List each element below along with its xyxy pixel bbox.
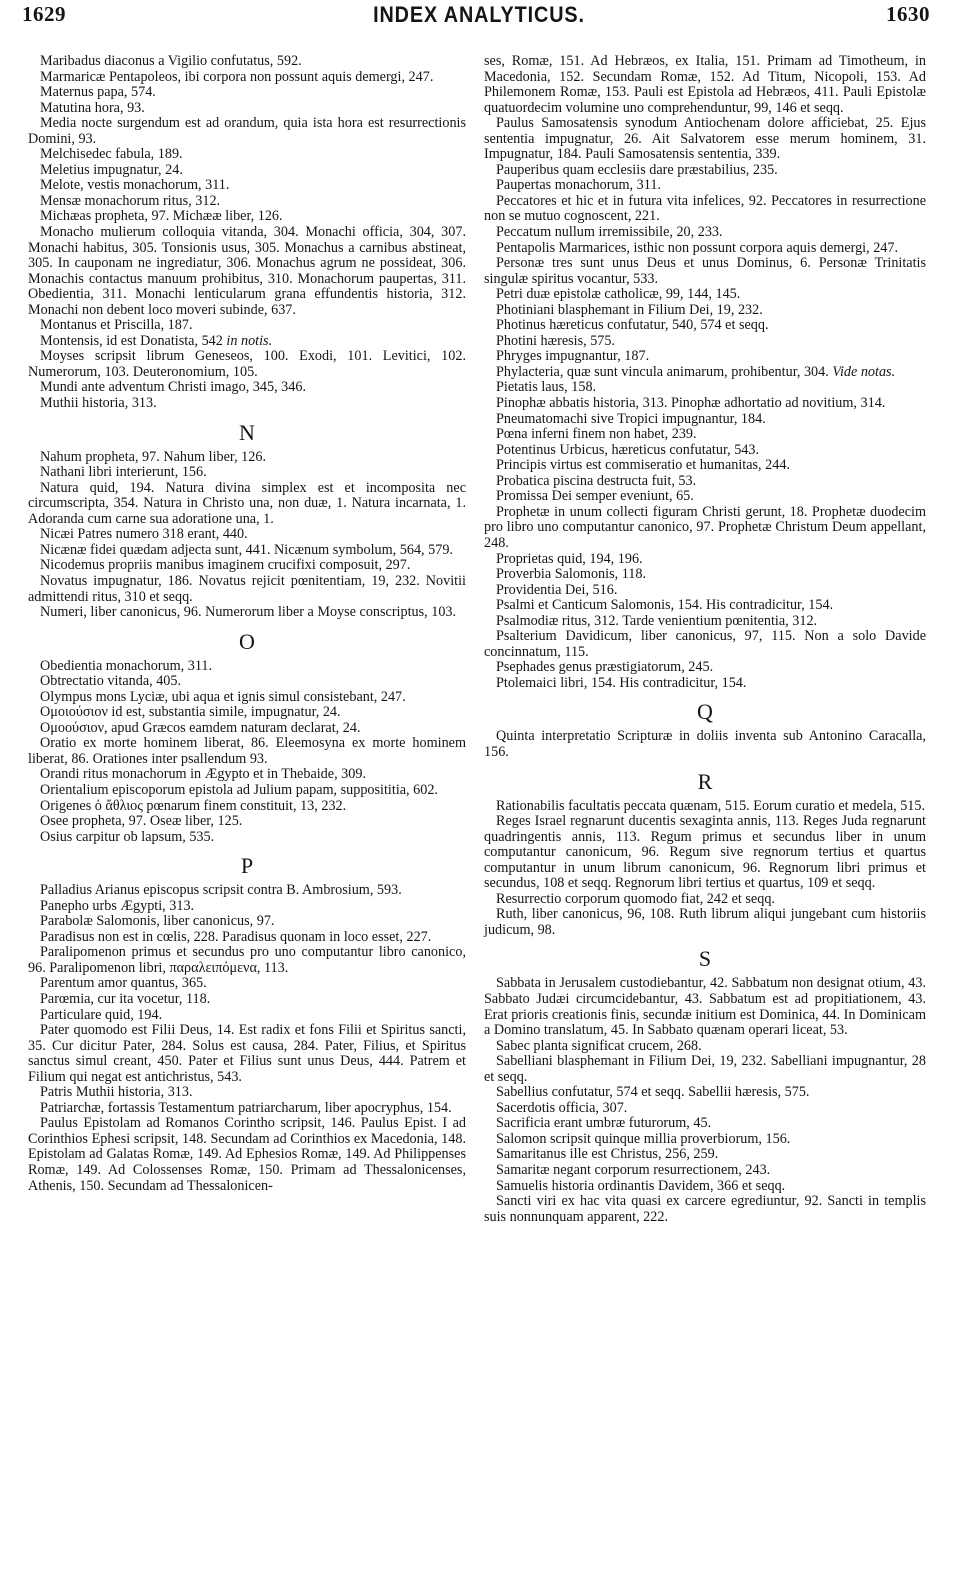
index-entry bbox=[28, 1023, 466, 1085]
entry-text: Montanus et Priscilla, 187. bbox=[40, 317, 193, 334]
entry-text: Peccatores et hic et in futura vita infelices, 92. Peccatores in resurrectione non se mutuo cognoscent, 221. bbox=[484, 192, 926, 225]
entry-text: Melote, vestis monachorum, 311. bbox=[40, 177, 230, 194]
index-entry bbox=[28, 1008, 466, 1024]
index-entry bbox=[28, 721, 466, 737]
index-entry bbox=[484, 458, 926, 474]
entry-text: Osius carpitur ob lapsum, 535. bbox=[40, 828, 215, 845]
entry-text: Nicodemus propriis manibus imaginem crucifixi composuit, 297. bbox=[40, 557, 411, 574]
entry-text: Olympus mons Lyciæ, ubi aqua et ignis simul consistebant, 247. bbox=[40, 688, 406, 705]
section-letter: N bbox=[239, 419, 255, 445]
entry-text: Sabbata in Jerusalem custodiebantur, 42. Sabbatum non designat otium, 43. Sabbato Judæi circumcidebantur, 43. Sabbatum est ad propitiationem, 43. Erat prioris creationis finis, secundæ initium est Dominica, 44. In Dominicam a Domino translatum, 45. In Sabbato quænam operari liceat, 53. bbox=[484, 975, 926, 1039]
index-entry bbox=[484, 396, 926, 412]
index-entry bbox=[28, 1085, 466, 1101]
index-entry bbox=[484, 489, 926, 505]
entry-text: ses, Romæ, 151. Ad Hebræos, ex Italia, 151. Primam ad Timotheum, in Macedonia, 152. Secundam Romæ, 152. Ad Titum, Nicopoli, 153. Ad Philemonem Romæ, 153. Pauli est Epistola ad Hebræos, 411. Pauli Epistolæ quatuordecim volumine uno comprehenduntur, 99, 146 et seqq. bbox=[484, 53, 926, 116]
index-entry bbox=[484, 303, 926, 319]
entry-text: Maternus papa, 574. bbox=[40, 84, 156, 101]
index-entry bbox=[28, 101, 466, 117]
index-entry bbox=[484, 443, 926, 459]
entry-text: Psalmi et Canticum Salomonis, 154. His contradicitur, 154. bbox=[496, 597, 834, 614]
index-entry bbox=[28, 783, 466, 799]
index-entry bbox=[28, 1101, 466, 1117]
entry-text: Obtrectatio vitanda, 405. bbox=[40, 673, 182, 690]
index-entry bbox=[484, 225, 926, 241]
entry-text: Michæas propheta, 97. Michææ liber, 126. bbox=[40, 208, 283, 225]
entry-text: Paupertas monachorum, 311. bbox=[496, 177, 661, 194]
index-entry bbox=[484, 365, 926, 381]
index-entry bbox=[28, 930, 466, 946]
entry-text: Parentum amor quantus, 365. bbox=[40, 975, 207, 992]
entry-text: Origenes ὁ ἄθλιος pœnarum finem constituit, 13, 232. bbox=[40, 797, 347, 814]
entry-text: Oratio ex morte hominem liberat, 86. Eleemosyna ex morte hominem liberat, 86. Orationes inter psallendum 93. bbox=[28, 735, 466, 767]
entry-text: Pœna inferni finem non habet, 239. bbox=[496, 426, 697, 443]
index-entry bbox=[484, 474, 926, 490]
right-column bbox=[484, 54, 926, 1225]
page-title: INDEX ANALYTICUS. bbox=[373, 2, 585, 27]
entry-text: Paralipomenon primus et secundus pro uno computantur libro canonico, 96. Paralipomenon libri, παραλειπόμενα, 113. bbox=[28, 944, 466, 976]
index-entry bbox=[484, 799, 926, 815]
entry-text: Ομοούσιον, apud Græcos eamdem naturam declarat, 24. bbox=[40, 719, 361, 736]
index-entry bbox=[484, 318, 926, 334]
index-entry bbox=[28, 178, 466, 194]
entry-text: Petri duæ epistolæ catholicæ, 99, 144, 145. bbox=[496, 286, 741, 303]
entry-text: Probatica piscina destructa fuit, 53. bbox=[496, 472, 697, 489]
index-entry bbox=[484, 116, 926, 163]
entry-text: Photini hæresis, 575. bbox=[496, 332, 616, 349]
entry-text: Mundi ante adventum Christi imago, 345, 346. bbox=[40, 379, 306, 396]
entry-text: Providentia Dei, 516. bbox=[496, 581, 618, 598]
entry-text: Sabellius confutatur, 574 et seqq. Sabellii hæresis, 575. bbox=[496, 1084, 810, 1101]
index-entry bbox=[28, 465, 466, 481]
entry-text: Mensæ monachorum ritus, 312. bbox=[40, 192, 221, 209]
entry-text: Meletius impugnatur, 24. bbox=[40, 161, 183, 178]
right-page-number: 1630 bbox=[886, 2, 930, 26]
entry-text: Ptolemaici libri, 154. His contradicitur, 154. bbox=[496, 674, 747, 691]
index-entry bbox=[484, 976, 926, 1038]
entry-text: Rationabilis facultatis peccata quænam, 515. Eorum curatio et medela, 515. bbox=[496, 797, 926, 814]
index-entry bbox=[28, 814, 466, 830]
entry-text: Montensis, id est Donatista, 542 bbox=[40, 332, 227, 349]
index-entry bbox=[484, 598, 926, 614]
entry-text: Potentinus Urbicus, hæreticus confutatur, 543. bbox=[496, 441, 760, 458]
index-entry bbox=[28, 767, 466, 783]
index-entry bbox=[484, 892, 926, 908]
index-entry bbox=[484, 614, 926, 630]
index-entry bbox=[28, 527, 466, 543]
index-entry bbox=[484, 676, 926, 692]
entry-text: Samuelis historia ordinantis Davidem, 366 et seqq. bbox=[496, 1177, 786, 1194]
entry-text: Patriarchæ, fortassis Testamentum patriarcharum, liber apocryphus, 154. bbox=[40, 1099, 452, 1116]
entry-text: Nicænæ fidei quædam adjecta sunt, 441. Nicænum symbolum, 564, 579. bbox=[40, 541, 453, 558]
index-entry bbox=[28, 690, 466, 706]
entry-text: Proprietas quid, 194, 196. bbox=[496, 550, 643, 567]
index-entry bbox=[484, 1194, 926, 1225]
entry-text: Parœmia, cur ita vocetur, 118. bbox=[40, 990, 211, 1007]
entry-text: Sacerdotis officia, 307. bbox=[496, 1099, 628, 1116]
entry-text: Psalterium Davidicum, liber canonicus, 97, 115. Non a solo Davide concinnatum, 115. bbox=[484, 628, 926, 660]
entry-text: Particulare quid, 194. bbox=[40, 1006, 163, 1023]
index-entry bbox=[484, 1039, 926, 1055]
index-entry bbox=[484, 1116, 926, 1132]
entry-text: Pentapolis Marmarices, isthic non possunt corpora aquis demergi, 247. bbox=[496, 239, 899, 256]
index-entry bbox=[28, 830, 466, 846]
index-entry bbox=[484, 729, 926, 760]
left-column bbox=[28, 54, 466, 1194]
entry-text: Resurrectio corporum quomodo fiat, 242 et seqq. bbox=[496, 890, 775, 907]
index-entry bbox=[484, 552, 926, 568]
index-entry bbox=[28, 945, 466, 976]
entry-text: Pneumatomachi sive Tropici impugnantur, 184. bbox=[496, 410, 766, 427]
entry-text: Pinophæ abbatis historia, 313. Pinophæ adhortatio ad novitium, 314. bbox=[496, 395, 886, 412]
index-entry bbox=[28, 396, 466, 412]
section-letter: Q bbox=[697, 699, 713, 725]
entry-text: Melchisedec fabula, 189. bbox=[40, 146, 183, 163]
entry-text: Promissa Dei semper eveniunt, 65. bbox=[496, 488, 694, 505]
entry-text: Obedientia monachorum, 311. bbox=[40, 657, 213, 674]
index-entry bbox=[484, 814, 926, 892]
entry-text: Orientalium episcoporum epistola ad Julium papam, supposititia, 602. bbox=[40, 781, 438, 798]
section-letter: O bbox=[239, 628, 255, 654]
entry-text: Maribadus diaconus a Vigilio confutatus, 592. bbox=[40, 53, 302, 69]
entry-text: Osee propheta, 97. Oseæ liber, 125. bbox=[40, 813, 243, 830]
entry-text: Ruth, liber canonicus, 96, 108. Ruth librum aliqui jungebant cum historiis judicum, 98. bbox=[484, 906, 926, 938]
section-letter: S bbox=[698, 946, 712, 972]
entry-text: Moyses scripsit librum Geneseos, 100. Exodi, 101. Levitici, 102. Numerorum, 103. Deuteronomium, 105. bbox=[28, 348, 466, 380]
index-entry bbox=[484, 583, 926, 599]
entry-text: Prophetæ in unum collecti figuram Christi gerunt, 18. Prophetæ duodecim pro libro uno computantur canonico, 97. Prophetæ Christum Deum appellant, 248. bbox=[484, 503, 926, 551]
entry-text: Monacho mulierum colloquia vitanda, 304. Monachi officia, 304, 307. Monachi habitus, 305. Tonsionis usus, 305. Monachus a carnibus abstineat, 305. In cauponam ne ingrediatur, 306. Monachus agrum ne possideat, 306. Monachis contactus manuum prohibitus, 310. Monachorum paupertas, 311. Obedientia, 311. Monachi lenticularum grana effundentis historia, 312. Monachi non debent loco moveri subinde, 637. bbox=[28, 224, 466, 318]
index-entry bbox=[28, 558, 466, 574]
index-entry bbox=[484, 194, 926, 225]
entry-text: Parabolæ Salomonis, liber canonicus, 97. bbox=[40, 913, 275, 930]
entry-text: Paulus Samosatensis synodum Antiochenam dolore afficiebat, 25. Ejus sententia impugnatur, 26. Ait Salvatorem esse merum hominem, 31. Impugnatur, 184. Pauli Samosatensis sententia, 339. bbox=[484, 115, 926, 163]
entry-text: Marmaricæ Pentapoleos, ibi corpora non possunt aquis demergi, 247. bbox=[40, 68, 434, 85]
index-entry bbox=[28, 883, 466, 899]
entry-text: Patris Muthii historia, 313. bbox=[40, 1084, 193, 1101]
index-entry bbox=[28, 481, 466, 528]
entry-italic-note: in notis. bbox=[226, 332, 273, 349]
entry-text: Sancti viri ex hac vita quasi ex carcere egrediuntur, 92. Sancti in templis suis nonnunquam apparent, 222. bbox=[484, 1193, 926, 1225]
index-entry bbox=[484, 241, 926, 257]
entry-text: Photiniani blasphemant in Filium Dei, 19, 232. bbox=[496, 301, 763, 318]
index-entry bbox=[484, 660, 926, 676]
index-entry bbox=[28, 116, 466, 147]
index-entry bbox=[484, 567, 926, 583]
index-entry bbox=[28, 209, 466, 225]
entry-text: Phryges impugnantur, 187. bbox=[496, 348, 650, 365]
section-letter: R bbox=[697, 768, 713, 794]
entry-text: Muthii historia, 313. bbox=[40, 395, 157, 412]
entry-text: Principis virtus est commiseratio et humanitas, 244. bbox=[496, 457, 790, 474]
index-entry bbox=[28, 163, 466, 179]
left-page-number: 1629 bbox=[22, 2, 66, 26]
section-letter: P bbox=[240, 853, 254, 879]
index-entry bbox=[484, 1179, 926, 1195]
index-entry bbox=[28, 543, 466, 559]
index-entry bbox=[28, 799, 466, 815]
entry-text: Ομοιούσιον id est, substantia simile, impugnatur, 24. bbox=[40, 704, 341, 721]
index-entry bbox=[28, 899, 466, 915]
entry-text: Personæ tres sunt unus Deus et unus Dominus, 6. Personæ Trinitatis singulæ spiritus vocantur, 533. bbox=[484, 255, 926, 287]
index-entry bbox=[28, 992, 466, 1008]
index-entry bbox=[28, 914, 466, 930]
entry-text: Pater quomodo est Filii Deus, 14. Est radix et fons Filii et Spiritus sancti, 35. Cur dicitur Pater, 284. Solus est causa, 284. Pater, Filius, et Spiritus sanctus simul creant, 450. Pater et Filius sunt unus Deus, 444. Patrem et Filium qui negat est antichristus, 543. bbox=[28, 1022, 466, 1085]
index-entry bbox=[28, 976, 466, 992]
index-entry bbox=[28, 70, 466, 86]
entry-text: Phylacteria, quæ sunt vincula animarum, prohibentur, 304. bbox=[496, 363, 833, 380]
entry-text: Pietatis laus, 158. bbox=[496, 379, 597, 396]
entry-italic-note: Vide notas. bbox=[832, 363, 896, 380]
index-entry bbox=[484, 1101, 926, 1117]
index-entry bbox=[484, 1132, 926, 1148]
entry-text: Matutina hora, 93. bbox=[40, 99, 145, 116]
index-entry bbox=[28, 194, 466, 210]
entry-text: Samaritæ negant corporum resurrectionem, 243. bbox=[496, 1162, 771, 1178]
index-entry bbox=[484, 178, 926, 194]
index-entry bbox=[28, 659, 466, 675]
entry-text: Proverbia Salomonis, 118. bbox=[496, 566, 647, 583]
index-entry bbox=[28, 85, 466, 101]
index-entry bbox=[28, 334, 466, 350]
entry-text: Paradisus non est in cœlis, 228. Paradisus quonam in loco esset, 227. bbox=[40, 928, 432, 945]
index-entry bbox=[484, 505, 926, 552]
entry-text: Salomon scripsit quinque millia proverbiorum, 156. bbox=[496, 1130, 791, 1147]
index-entry bbox=[484, 349, 926, 365]
entry-text: Nicæi Patres numero 318 erant, 440. bbox=[40, 526, 248, 543]
entry-text: Reges Israel regnarunt ducentis sexaginta annis, 113. Reges Juda regnarunt quadringentis annis, 113. Regum primus et secundus liber in unum computantur canonicum, 96. Regum sive regnorum tertius et quartus computantur in unum librum canonicum, 96. Regnorum libri primus et secundus, 108 et seqq. Regnorum libri tertius et quartus, 109 et seqq. bbox=[484, 813, 926, 892]
index-entry bbox=[28, 1116, 466, 1194]
entry-text: Sabec planta significat crucem, 268. bbox=[496, 1037, 702, 1054]
index-entry bbox=[28, 705, 466, 721]
entry-text: Psalmodiæ ritus, 312. Tarde venientium pœnitentia, 312. bbox=[496, 612, 818, 629]
index-entry bbox=[28, 318, 466, 334]
index-entry bbox=[28, 450, 466, 466]
index-entry bbox=[28, 674, 466, 690]
index-entry bbox=[484, 1163, 926, 1179]
entry-text: Panepho urbs Ægypti, 313. bbox=[40, 897, 195, 914]
index-entry bbox=[484, 380, 926, 396]
index-entry bbox=[28, 605, 466, 621]
entry-text: Quinta interpretatio Scripturæ in doliis inventa sub Antonino Caracalla, 156. bbox=[484, 728, 926, 760]
index-entry bbox=[484, 163, 926, 179]
entry-text: Paulus Epistolam ad Romanos Corintho scripsit, 146. Paulus Epist. I ad Corinthios Ephesi scripsit, 148. Secundam ad Corinthios ex Macedonia, 148. Epistolam ad Galatas Romæ, 149. Ad Ephesios Romæ, 149. Ad Philippenses Romæ, 149. Ad Colossenses Romæ, 150. Primam ad Thessalonicenses, Athenis, 150. Secundam ad Thessalonicen- bbox=[28, 1115, 466, 1194]
index-entry bbox=[484, 427, 926, 443]
index-entry bbox=[484, 287, 926, 303]
index-entry bbox=[28, 349, 466, 380]
entry-text: Media nocte surgendum est ad orandum, quia ista hora est resurrectionis Domini, 93. bbox=[28, 115, 466, 147]
entry-text: Peccatum nullum irremissibile, 20, 233. bbox=[496, 224, 723, 241]
index-entry bbox=[28, 54, 466, 70]
entry-text: Samaritanus ille est Christus, 256, 259. bbox=[496, 1146, 719, 1163]
index-entry bbox=[484, 907, 926, 938]
index-entry bbox=[484, 412, 926, 428]
entry-text: Novatus impugnatur, 186. Novatus rejicit pœnitentiam, 19, 232. Novitii admittendi ritus, 310 et seqq. bbox=[28, 572, 466, 605]
index-entry bbox=[484, 334, 926, 350]
entry-text: Nathani libri interierunt, 156. bbox=[40, 464, 207, 481]
entry-text: Sabelliani blasphemant in Filium Dei, 19, 232. Sabelliani impugnantur, 28 et seqq. bbox=[484, 1053, 926, 1085]
index-entry bbox=[28, 147, 466, 163]
index-entry bbox=[484, 629, 926, 660]
index-entry bbox=[28, 225, 466, 318]
entry-text: Psephades genus præstigiatorum, 245. bbox=[496, 659, 714, 676]
entry-text: Numeri, liber canonicus, 96. Numerorum liber a Moyse conscriptus, 103. bbox=[40, 604, 457, 621]
entry-text: Natura quid, 194. Natura divina simplex est et incomposita nec circumscripta, 354. Natura in Christo una, non duæ, 1. Natura incarnata, 1. Adoranda cum carne sua adoratione una, 1. bbox=[28, 479, 466, 527]
index-entry bbox=[28, 574, 466, 605]
entry-text: Sacrificia erant umbræ futurorum, 45. bbox=[496, 1115, 712, 1132]
index-entry-continued bbox=[484, 54, 926, 116]
entry-text: Pauperibus quam ecclesiis dare præstabilius, 235. bbox=[496, 161, 778, 178]
entry-text: Photinus hæreticus confutatur, 540, 574 et seqq. bbox=[496, 317, 769, 334]
index-entry bbox=[28, 380, 466, 396]
index-entry bbox=[484, 256, 926, 287]
entry-text: Orandi ritus monachorum in Ægypto et in Thebaide, 309. bbox=[40, 766, 366, 783]
index-entry bbox=[484, 1147, 926, 1163]
index-entry bbox=[484, 1054, 926, 1085]
index-entry bbox=[28, 736, 466, 767]
index-entry bbox=[484, 1085, 926, 1101]
entry-text: Nahum propheta, 97. Nahum liber, 126. bbox=[40, 448, 266, 465]
entry-text: Palladius Arianus episcopus scripsit contra B. Ambrosium, 593. bbox=[40, 882, 402, 899]
